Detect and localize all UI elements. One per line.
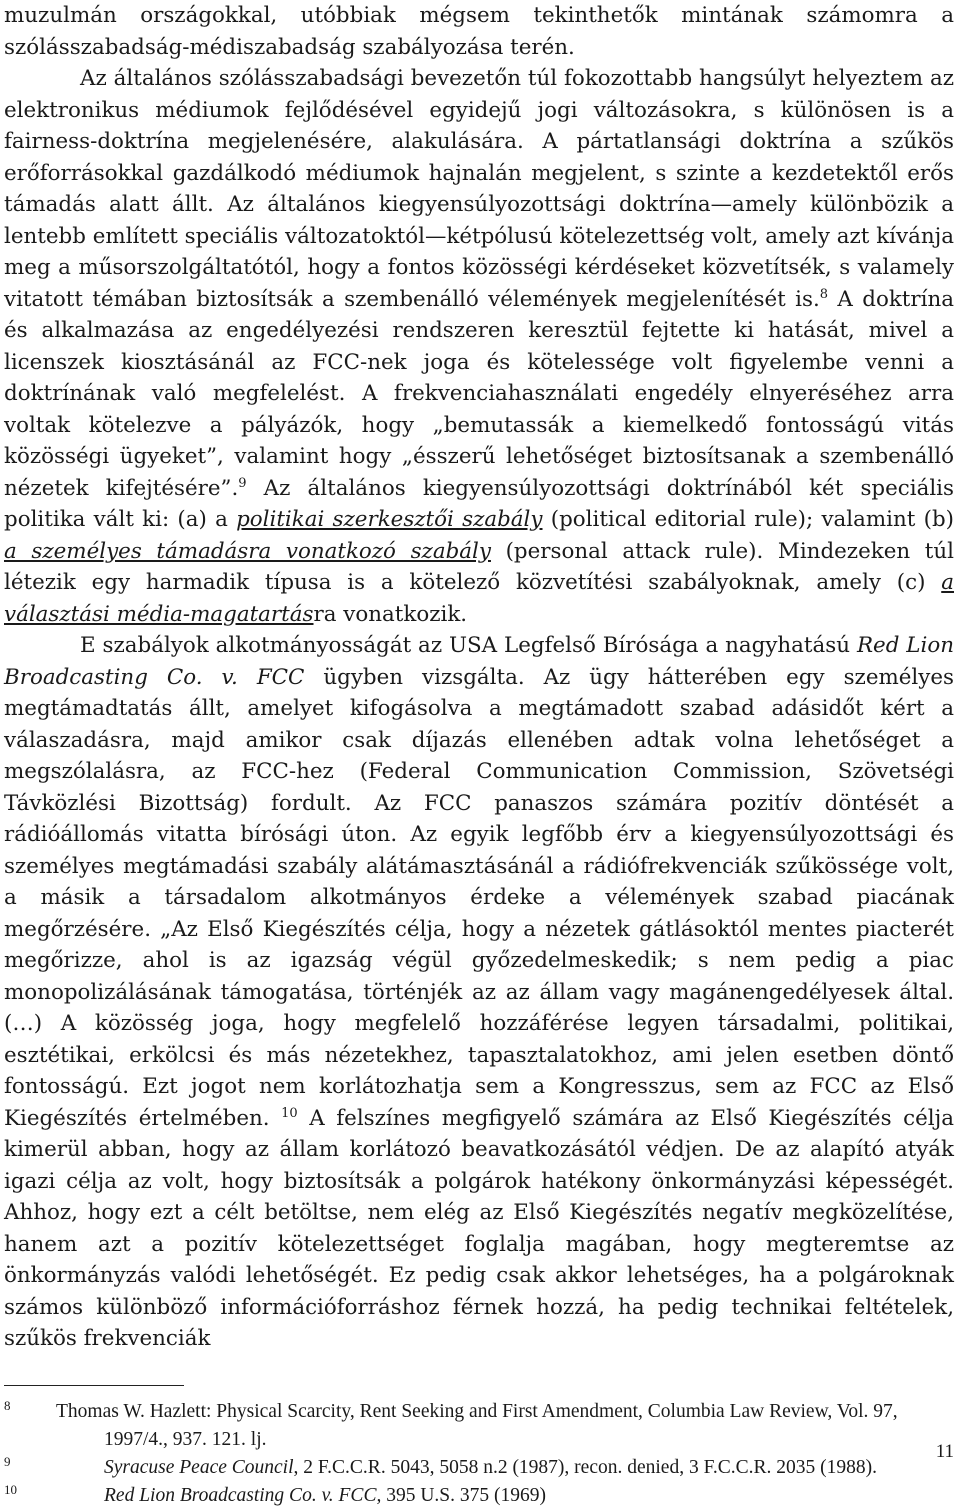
italic-text: Red Lion Broadcasting Co. v. FCC, [104,1484,382,1506]
italic-text: Red Lion Broadcasting Co. v. FCC [4,633,954,690]
paragraph [4,630,954,1355]
text-run: A doktrína és alkalmazása az engedélyezési rendszeren keresztül fejtette ki hatását, mivel a licenszek kiosztásánál az FCC-nek joga és kötelessége volt figyelembe venni a doktrínának való megfelelést. A frekvenciahasználati engedély elnyeréséhez arra voltak kötelezve a pályázók, hogy „bemutassák a kiemelkedő fontosságú vitás közösségi ügyeket”, valamint hogy „ésszerű lehetőséget biztosítsanak a szembenálló nézetek kifejtésére”. [4,286,954,501]
footnote-reference: 10 [281,1105,298,1121]
footnote-text [104,1457,877,1478]
text-run: Thomas W. Hazlett: Physical Scarcity, Rent Seeking and First Amendment, Columbia Law Review, Vol. 97, 1997/4., 937. 121. lj. [56,1400,898,1450]
footnote-number: 10 [4,1481,17,1497]
footnote-text [56,1401,898,1450]
text-run: ra vonatkozik. [313,601,468,627]
text-run: Az általános szólásszabadsági bevezetőn túl fokozottabb hangsúlyt helyeztem az elektronikus médiumok fejlődésével egyidejű jogi változásokra, s különösen is a fairness-doktrína megjelenésére, alakulására. A pártatlansági doktrína a szűkös erőforrásokkal gazdálkodó médiumok hajnalán megjelent, s szinte a kezdetektől erős támadás alatt állt. Az általános kiegyensúlyozottsági doktrína—amely különbözik a lentebb említett speciális változatoktól—kétpólusú kötelezettség volt, amely azt kívánja meg a műsorszolgáltatótól, hogy a fontos közösségi kérdéseket közvetítsék, s valamely vitatott témában biztosítsák a szembenálló vélemények megjelenítését is. [4,66,954,312]
footnote-number: 9 [4,1453,11,1469]
text-run: A felszínes megfigyelő számára az Első Kiegészítés célja kimerül abban, hogy az állam korlátozó beavatkozásától védjen. De az alapító atyák igazi célja az volt, hogy biztosítsák a polgárok hatékony önkormányzási képességét. Ahhoz, hogy ezt a célt betöltse, nem elég az Első Kiegészítés negatív megközelítése, hanem azt a pozitív kötelezettséget foglalja magában, hogy megteremtse az önkormányzás valódi lehetőségét. Ez pedig csak akkor lehetséges, ha a polgároknak számos különböző információforráshoz férnek hozzá, ha pedig technikai feltételek, szűkös frekvenciák [4,1105,954,1351]
page-number: 11 [935,1441,954,1462]
text-run: muzulmán országokkal, utóbbiak mégsem tekinthetők mintának számomra a szólásszabadság-médiszabadság szabályozása terén. [4,3,954,60]
italic-text: Syracuse Peace Council [104,1456,294,1478]
text-run: (personal attack rule). Mindezeken túl létezik egy harmadik típusa is a kötelező közvetítési szabályoknak, amely (c) [4,538,954,595]
emphasized-term: a választási média-magatartás [4,570,954,627]
footnote [4,1398,954,1454]
text-run: Az általános kiegyensúlyozottsági doktrínából két speciális politika vált ki: (a) a [4,475,955,532]
text-run: ügyben vizsgálta. Az ügy hátterében egy személyes megtámadtatás állt, amelyet kifogásolva a megtámadott szabad adásidőt kért a válaszadásra, majd amikor csak díjazás ellenében adtak volna lehetőséget a megszólalásra, az FCC-hez (Federal Communication Commission, Szövetségi Távközlési Bizottság) fordult. Az FCC panaszos számára pozitív döntését a rádióállomás vitatta bírósági úton. Az egyik legfőbb érv a kiegyensúlyozottsági és személyes megtámadási szabály alátámasztásánál a rádiófrekvenciák szűkössége volt, a másik a társadalom alkotmányos érdeke a vélemények szabad piacának megőrzésére. „Az Első Kiegészítés célja, hogy a nézetek gátlásoktól mentes piacterét megőrizze, ahol is az igazság végül győzedelmeskedik; s nem pedig a piac monopolizálásának támogatása, történjék az az állam vagy magánengedélyesek által. (…) A közösség joga, hogy megfelelő hozzáférése legyen társadalmi, politikai, esztétikai, erkölcsi és más nézetekhez, tapasztalatokhoz, ami jelen esetben döntő fontosságú. Ezt jogot nem korlátozhatja sem a Kongresszus, sem az FCC az Első Kiegészítés értelmében. [4,664,954,1131]
footnote [4,1482,954,1510]
footnote-number: 8 [4,1397,11,1413]
body-text [4,0,954,1355]
footnotes [4,1398,954,1510]
text-run: E szabályok alkotmányosságát az USA Legfelső Bírósága a nagyhatású [80,633,857,658]
text-run: , 2 F.C.C.R. 5043, 5058 n.2 (1987), recon. denied, 3 F.C.C.R. 2035 (1988). [293,1456,878,1478]
paragraph [4,63,954,630]
emphasized-term: a személyes támadásra vonatkozó szabály [4,538,491,564]
emphasized-term: politikai szerkesztői szabály [236,507,543,532]
footnote-reference: 8 [819,286,829,302]
text-run: 395 U.S. 375 (1969) [381,1484,546,1506]
paragraph [4,0,954,63]
footnote [4,1454,954,1482]
footnote-reference: 9 [238,475,247,491]
text-run: (political editorial rule); valamint (b) [542,507,954,532]
footnote-separator [4,1385,184,1386]
footnote-text [104,1485,546,1506]
